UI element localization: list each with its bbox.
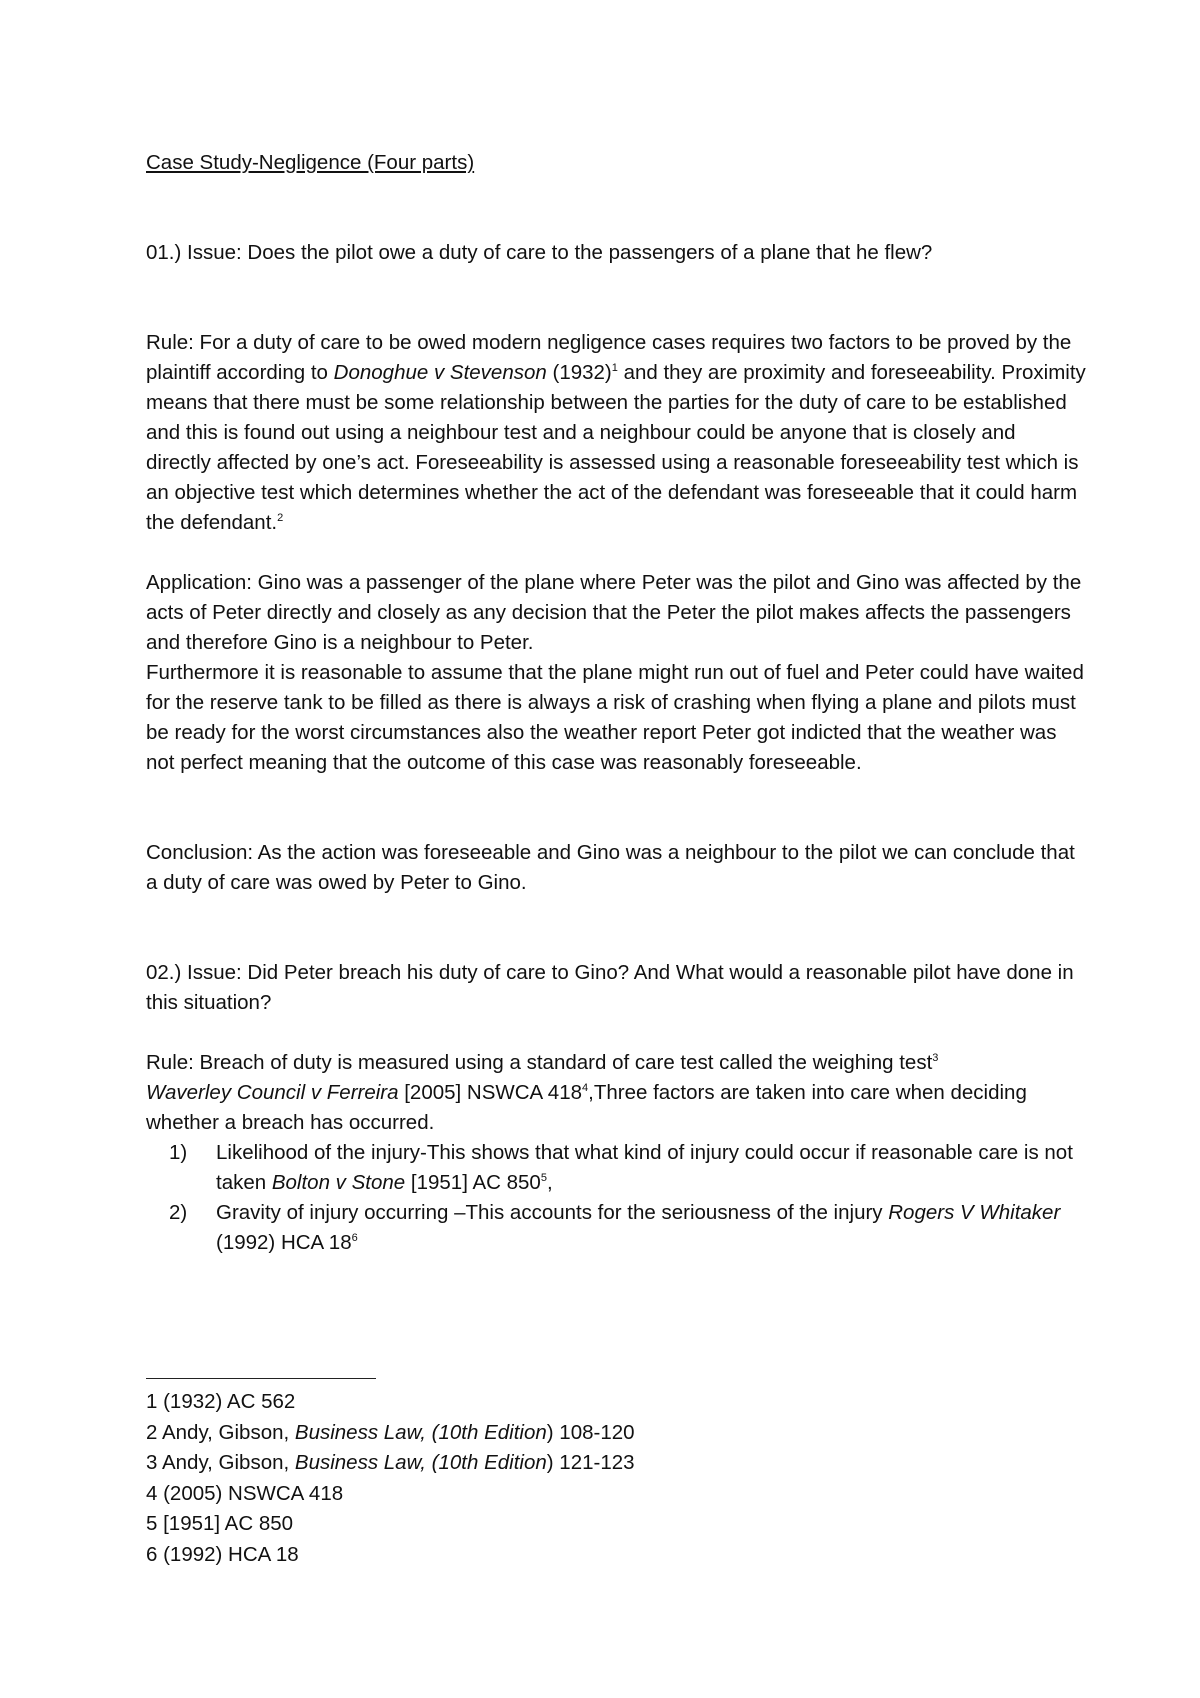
factor-text: (1992) HCA 18 xyxy=(216,1231,352,1254)
footnote-text: 2 Andy, Gibson, xyxy=(146,1420,295,1444)
document-title: Case Study-Negligence (Four parts) xyxy=(146,151,475,174)
footnote-text: ) 121-123 xyxy=(546,1451,635,1474)
rule-text: [2005] NSWCA 418 xyxy=(398,1081,582,1104)
list-item xyxy=(169,1198,1086,1258)
part2-issue: 02.) Issue: Did Peter breach his duty of care to Gino? And What would a reasonable pilot have done in this situation? xyxy=(146,961,1074,1014)
footnote-4: 4 (2005) NSWCA 418 xyxy=(146,1481,344,1505)
rule-text: ,Three factors are taken into care when deciding whether a breach has occurred. xyxy=(146,1081,1027,1134)
footnote-ref: 6 xyxy=(351,1232,358,1244)
rule-text: (1932) xyxy=(546,361,612,384)
factor-text: Gravity of injury occurring –This accounts for the seriousness of the injury xyxy=(216,1201,889,1224)
document-body xyxy=(146,148,1086,1258)
breach-factors-list xyxy=(146,1138,1086,1258)
part1-conclusion: Conclusion: As the action was foreseeable and Gino was a neighbour to the pilot we can conclude that a duty of care was owed by Peter to Gino. xyxy=(146,841,1075,894)
footnote-2 xyxy=(146,1418,1086,1449)
footnote-5: 5 [1951] AC 850 xyxy=(146,1512,294,1535)
footnote-text: ) 108-120 xyxy=(546,1420,635,1444)
rule-text: Rule: For a duty of care to be owed modern negligence cases requires two factors to be proved by the plaintiff according to xyxy=(146,331,1072,384)
case-citation: Rogers V Whitaker xyxy=(888,1201,1061,1224)
rule-text: Rule: Breach of duty is measured using a standard of care test called the weighing test xyxy=(146,1051,933,1074)
book-title: Business Law, (10th Edition xyxy=(294,1420,547,1444)
rule-text: and they are proximity and foreseeability. Proximity means that there must be some relationship between the parties for the duty of care to be established and this is found out using a neighbour test and a neighbour could be anyone that is closely and directly affected by one’s act. Foreseeability is assessed using a reasonable foreseeability test which is an objective test which determines whether the act of the defendant was foreseeable that it could harm the defendant. xyxy=(146,361,1086,534)
footnote-ref: 4 xyxy=(582,1082,589,1094)
part1-application: Application: Gino was a passenger of the plane where Peter was the pilot and Gino was affected by the acts of Peter directly and closely as any decision that the Peter the pilot makes affects the passengers and therefore Gino is a neighbour to Peter. xyxy=(146,571,1082,654)
footnotes xyxy=(146,1378,1086,1570)
list-item xyxy=(169,1138,1086,1198)
factor-text: Likelihood of the injury-This shows that what kind of injury could occur if reasonable care is not taken xyxy=(216,1141,1073,1194)
footnote-text: 3 Andy, Gibson, xyxy=(146,1451,295,1474)
factor-text: , xyxy=(546,1171,553,1194)
footnote-6: 6 (1992) HCA 18 xyxy=(146,1542,299,1566)
factor-text: [1951] AC 850 xyxy=(405,1171,541,1194)
footnote-ref: 2 xyxy=(277,512,284,524)
list-number: 2) xyxy=(169,1201,188,1224)
footnote-3 xyxy=(146,1448,1086,1479)
case-citation: Waverley Council v Ferreira xyxy=(146,1081,399,1104)
part1-application-continued: Furthermore it is reasonable to assume that the plane might run out of fuel and Peter could have waited for the reserve tank to be filled as there is always a risk of crashing when flying a plane and pilots must be ready for the worst circumstances also the weather report Peter got indicted that the weather was not perfect meaning that the outcome of this case was reasonably foreseeable. xyxy=(146,661,1084,774)
part1-rule xyxy=(146,328,1086,538)
part1-issue: 01.) Issue: Does the pilot owe a duty of care to the passengers of a plane that he flew? xyxy=(146,241,933,264)
case-citation: Bolton v Stone xyxy=(271,1171,406,1194)
case-citation: Donoghue v Stevenson xyxy=(333,361,547,384)
footnote-1: 1 (1932) AC 562 xyxy=(146,1390,296,1413)
footnote-ref: 3 xyxy=(932,1052,939,1064)
part2-rule xyxy=(146,1048,1086,1138)
footnote-ref: 5 xyxy=(540,1172,547,1184)
list-number: 1) xyxy=(169,1141,188,1164)
footnote-separator xyxy=(146,1378,376,1379)
book-title: Business Law, (10th Edition xyxy=(294,1451,547,1474)
footnote-ref: 1 xyxy=(611,362,618,374)
